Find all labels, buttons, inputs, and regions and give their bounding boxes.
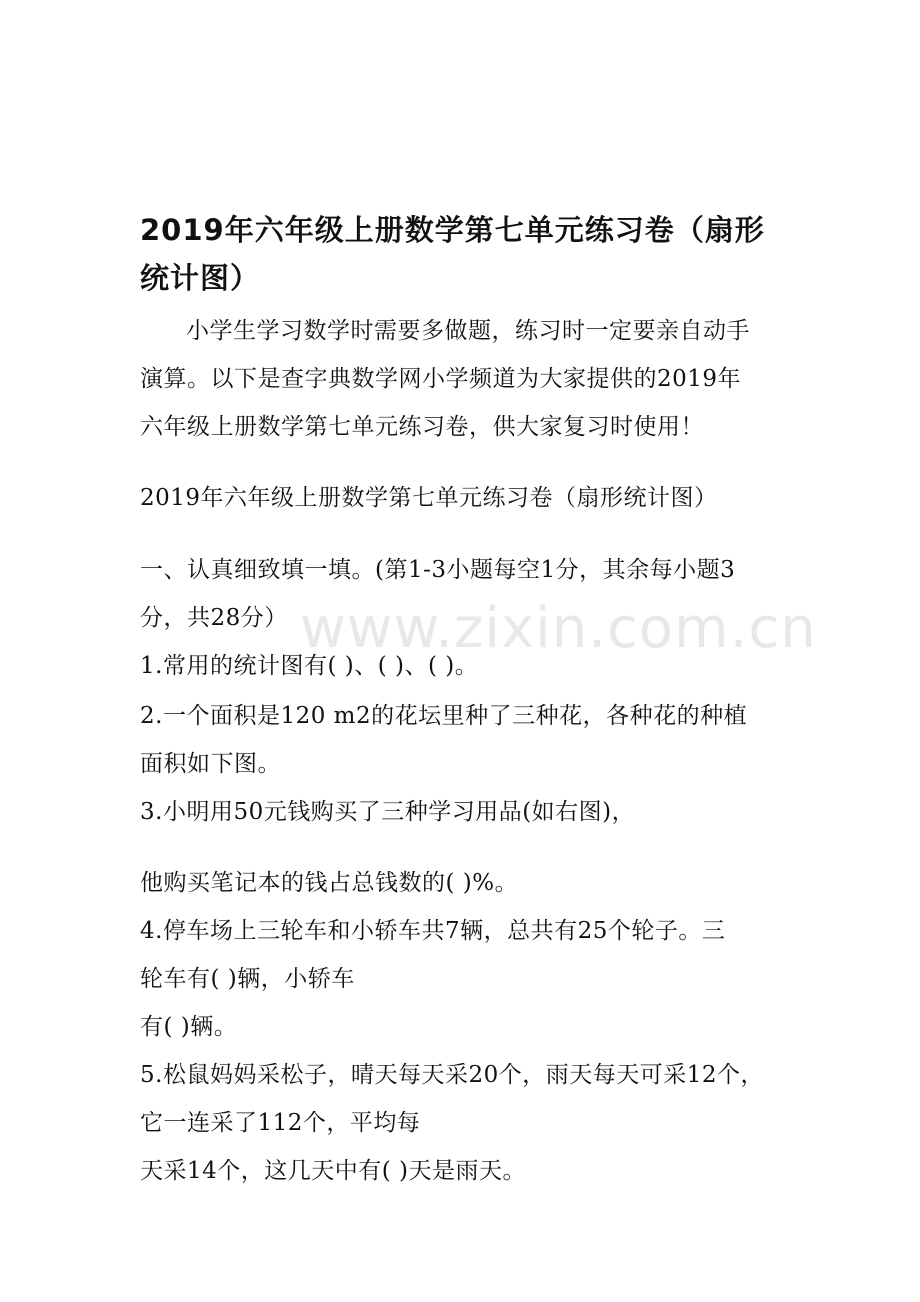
section-1-heading-line-1: 一、认真细致填一填。(第1-3小题每空1分，其余每小题3 <box>140 557 736 583</box>
subtitle: 2019年六年级上册数学第七单元练习卷（扇形统计图） <box>140 485 718 511</box>
intro-line-2: 演算。以下是查字典数学网小学频道为大家提供的2019年 <box>140 366 742 392</box>
intro-line-1: 小学生学习数学时需要多做题，练习时一定要亲自动手 <box>186 318 750 344</box>
watermark: www.zixin.com.cn <box>300 596 817 661</box>
question-3-line-1: 3.小明用50元钱购买了三种学习用品(如右图)， <box>140 799 636 825</box>
intro-line-3: 六年级上册数学第七单元练习卷，供大家复习时使用！ <box>140 414 704 440</box>
question-2-line-2: 面积如下图。 <box>140 751 281 777</box>
question-5-line-1: 5.松鼠妈妈采松子，晴天每天采20个，雨天每天可采12个， <box>140 1062 764 1088</box>
document-title-line-2: 统计图） <box>140 261 261 295</box>
question-4-line-3: 有( )辆。 <box>140 1014 238 1040</box>
document-title-line-1: 2019年六年级上册数学第七单元练习卷（扇形 <box>140 213 765 247</box>
question-3-line-2: 他购买笔记本的钱占总钱数的( )%。 <box>140 870 519 896</box>
question-4-line-2: 轮车有( )辆，小轿车 <box>140 966 355 992</box>
section-1-heading-line-2: 分，共28分） <box>140 605 288 631</box>
question-5-line-3: 天采14个，这几天中有( )天是雨天。 <box>140 1158 527 1184</box>
question-5-line-2: 它一连采了112个，平均每 <box>140 1110 421 1136</box>
question-2-line-1: 2.一个面积是120 m2的花坛里种了三种花，各种花的种植 <box>140 703 748 729</box>
question-4-line-1: 4.停车场上三轮车和小轿车共7辆，总共有25个轮子。三 <box>140 918 726 944</box>
question-1: 1.常用的统计图有( )、( )、( )。 <box>140 653 479 679</box>
